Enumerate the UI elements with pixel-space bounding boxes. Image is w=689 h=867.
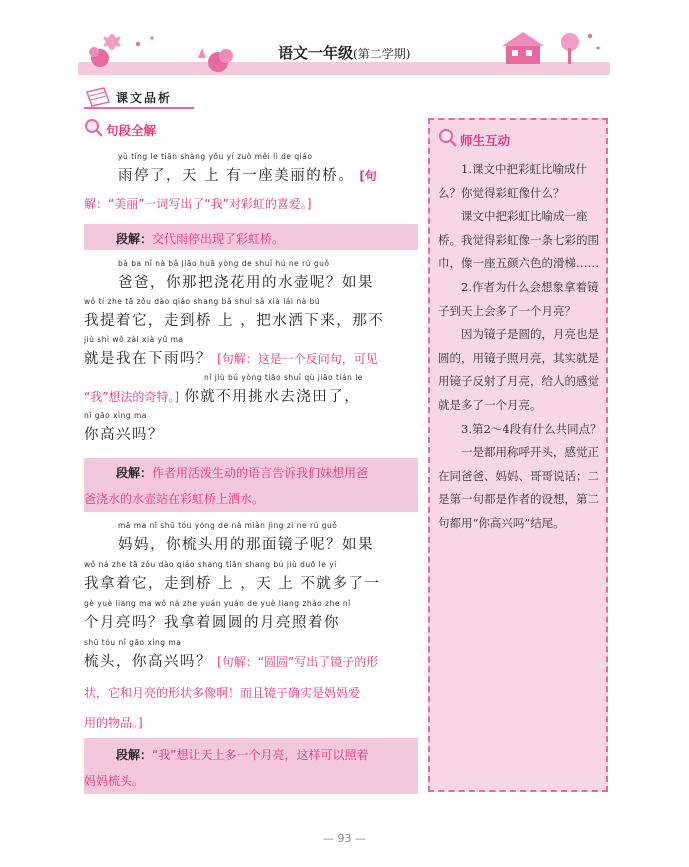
text-line: [118, 271, 374, 289]
pinyin-line: [118, 259, 329, 270]
hanzi-text: 就是我在下雨吗？: [84, 351, 212, 367]
magnifier-icon: [84, 118, 104, 138]
magnifier-icon: [438, 128, 458, 148]
text-line: [118, 533, 374, 551]
text-line: [84, 347, 378, 368]
note-text: 解：“美丽”一词写出了“我”对彩虹的喜爱。]: [84, 197, 312, 211]
pinyin-line: [84, 638, 181, 649]
summary-label: 段解：: [116, 466, 153, 480]
page-number: — 93 —: [323, 832, 366, 845]
hanzi-text: 我提着它，走到桥 上 ，把水洒下来，那不: [84, 313, 385, 329]
summary-text: 交代雨停出现了彩虹桥。: [152, 232, 285, 246]
summary-label: 段解：: [116, 748, 153, 762]
note-text: 状，它和月亮的形状多像啊！而且镜子确实是妈妈爱: [84, 686, 361, 700]
hanzi-text: 妈妈，你梳头用的那面镜子呢？如果: [118, 537, 374, 553]
summary-label: 段解：: [116, 232, 153, 246]
pinyin-text: gè yuè liang ma wǒ ná zhe yuán yuán de yuè liang zhào zhe nǐ: [84, 599, 351, 608]
paragraph-summary-box: [84, 738, 418, 794]
heading-text: 句段全解: [106, 123, 157, 138]
heading-text: 师生互动: [460, 133, 511, 148]
pinyin-text: wǒ ná zhe tā zǒu dào qiáo shang tiān shang bú jiù duō le yí: [84, 560, 337, 569]
hanzi-text: 爸爸，你那把浇花用的水壶呢？如果: [118, 275, 374, 291]
sentence-analysis-heading: [84, 116, 418, 140]
summary-text: 妈妈梳头。: [84, 774, 145, 788]
pinyin-line: [84, 560, 337, 571]
hanzi-text: 你就不用挑水去浇田了，: [184, 389, 361, 405]
summary-text: “我”想让天上多一个月亮，这样可以照着: [152, 748, 369, 762]
hanzi-text: 个月亮吗？我拿着圆圆的月亮照着你: [84, 615, 340, 631]
pinyin-line: [84, 599, 351, 610]
text-line: [84, 650, 378, 671]
note-text: [句解：“圆圆”写出了镜子的形: [217, 655, 379, 669]
question-text: 2.作者为什么会想象拿着镜子到天上会多了一个月亮？: [438, 279, 599, 318]
hanzi-text: 你高兴吗？: [84, 427, 164, 443]
text-line: [84, 385, 360, 406]
paragraph-summary-box: [84, 224, 418, 250]
text-line: [84, 309, 384, 327]
pinyin-text: bà ba nǐ nà bǎ jiāo huā yòng de shuǐ hú ne rú guǒ: [118, 259, 330, 268]
text-line: [84, 423, 164, 441]
text-line: [84, 611, 340, 629]
note-line: [84, 712, 143, 731]
answer-text: 一是都用称呼开头，感觉正在同爸爸、妈妈、哥哥说话；二是第一句都是作者的设想，第二句都用“你高兴吗”结尾。: [438, 445, 599, 530]
note-text: 用的物品。]: [84, 716, 143, 730]
section-underline: [84, 107, 194, 109]
pinyin-line: [204, 373, 363, 384]
page-title: [278, 42, 410, 63]
book-title: 语文一年级: [278, 44, 354, 62]
flower-decoration-icon: [78, 28, 238, 78]
note-text: [句: [359, 169, 377, 183]
interaction-content: [438, 158, 602, 536]
text-line: [84, 572, 380, 590]
pinyin-text: yǔ tíng le tiān shàng yǒu yí zuò měi lì de qiáo: [118, 152, 313, 161]
note-line: [84, 193, 312, 212]
pinyin-text: wǒ tí zhe tā zǒu dào qiáo shang bǎ shuǐ sǎ xià lái nà bú: [84, 297, 321, 306]
question-text: 1.课文中把彩虹比喻成什么？你觉得彩虹像什么？: [438, 162, 587, 200]
pinyin-line: [118, 152, 312, 163]
note-text: [句解：这是一个反问句，可见: [217, 352, 378, 366]
note-line: [84, 682, 360, 701]
hanzi-text: 梳头，你高兴吗？: [84, 654, 212, 670]
note-text: “我”想法的奇特。]: [84, 390, 180, 404]
pinyin-text: jiù shì wǒ zài xià yǔ ma: [84, 335, 184, 344]
answer-text: 因为镜子是圆的，月亮也是圆的，用镜子照月亮，其实就是用镜子反射了月亮，给人的感觉就是多了一个月亮。: [438, 327, 599, 412]
book-subtitle: (第二学期): [353, 47, 411, 61]
house-decoration-icon: [480, 28, 610, 78]
summary-text: 作者用活泼生动的语言告诉我们妹想用爸: [152, 466, 369, 480]
section-label: 课文品析: [116, 91, 173, 105]
hanzi-text: 我拿着它，走到桥 上 ，天 上 不就多了一: [84, 576, 381, 592]
pinyin-text: shū tóu nǐ gāo xìng ma: [84, 638, 182, 647]
summary-text: 爸浇水的水壶站在彩虹桥上洒水。: [84, 492, 265, 506]
pinyin-line: [84, 335, 184, 346]
section-tag: [84, 86, 184, 108]
pinyin-text: nǐ gāo xìng ma: [84, 411, 147, 420]
answer-text: 课文中把彩虹比喻成一座桥。我觉得彩虹像一条七彩的围巾，像一座五颜六色的滑梯……: [438, 209, 599, 271]
notebook-icon: [84, 86, 112, 108]
interaction-panel: [428, 118, 608, 792]
pinyin-line: [118, 521, 337, 532]
text-line: [118, 164, 377, 185]
question-text: 3.第2～4段有什么共同点？: [461, 421, 602, 436]
page-header: [78, 28, 610, 78]
paragraph-summary-box: [84, 458, 418, 512]
hanzi-text: 雨停了，天 上 有一座美丽的桥。: [118, 168, 355, 184]
pinyin-text: nǐ jiù bú yòng tiāo shuǐ qù jiāo tián le: [204, 373, 363, 382]
pinyin-line: [84, 297, 320, 308]
pinyin-line: [84, 411, 147, 422]
analysis-column: [84, 116, 418, 788]
pinyin-text: mā ma nǐ shū tóu yòng de nà miàn jìng zi ne rú guǒ: [118, 521, 338, 530]
